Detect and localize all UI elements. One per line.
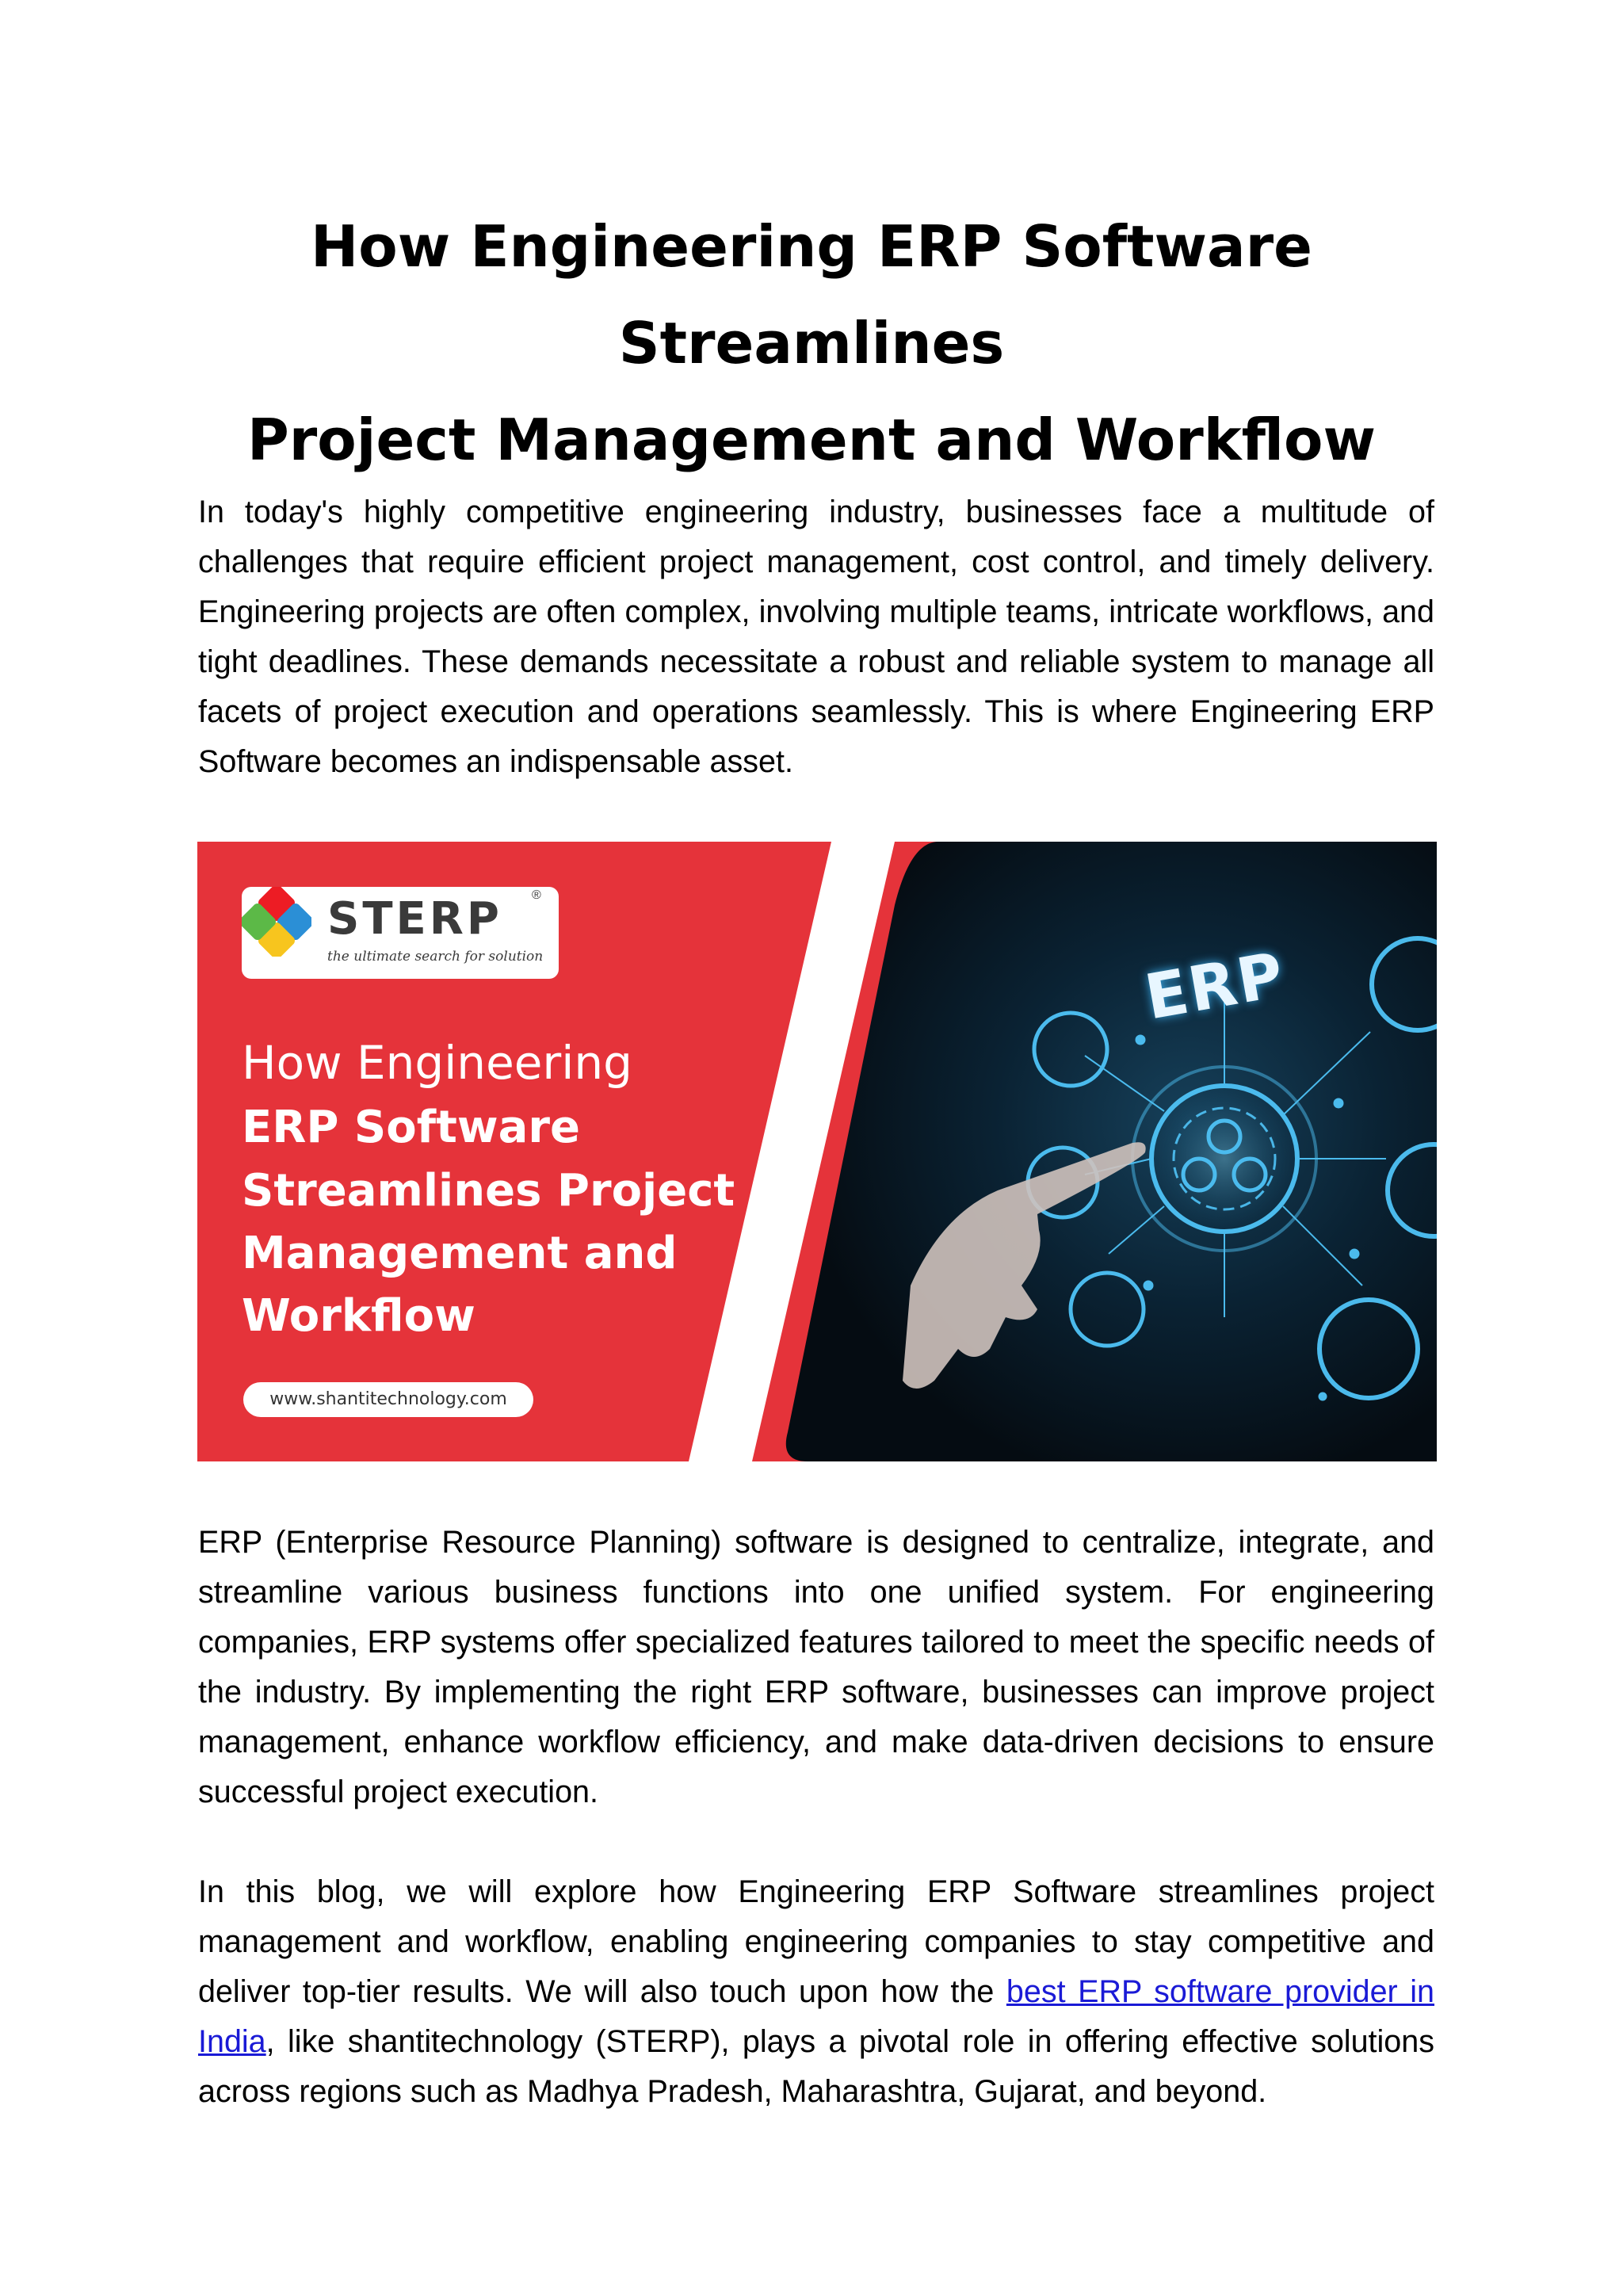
logo-tagline: the ultimate search for solution [327, 949, 544, 965]
blog-text-before-link: In this blog, we will explore how Engineering ERP Software streamlines project management and workflow, enabling engineering companies to stay competitive and deliver top-tier results. We will also touch upon how the [198, 1874, 1434, 2009]
sterp-logo [242, 887, 559, 979]
page-title [119, 198, 1504, 488]
logo-wordmark: STERP [327, 893, 502, 945]
intro-paragraph: In today's highly competitive engineering industry, businesses face a multitude of challenges that require efficient project management, cost control, and timely delivery. Engineering projects are often complex, involving multiple teams, intricate workflows, and tight deadlines. These demands necessitate a robust and reliable system to manage all facets of project execution and operations seamlessly. This is where Engineering ERP Software becomes an indispensable asset. [198, 495, 1434, 779]
sterp-logo-icon [242, 887, 311, 957]
best-erp-provider-link[interactable]: best ERP software provider in India [198, 1974, 1435, 2059]
blog-text-after-link: , like shantitechnology (STERP), plays a pivotal role in offering effective solutions across regions such as Madhya Pradesh, Maharashtra, Gujarat, and beyond. [198, 2024, 1434, 2109]
title-line-1: How Engineering ERP Software Streamlines [311, 213, 1312, 376]
blog-paragraph [198, 1867, 1434, 2117]
banner-heading-line-2: ERP Software [242, 1102, 580, 1153]
registered-mark: ® [532, 888, 541, 902]
hero-banner-image [197, 842, 1437, 1461]
banner-heading-line-5: Workflow [242, 1290, 475, 1342]
website-url-pill: www.shantitechnology.com [243, 1382, 533, 1417]
title-line-2: Project Management and Workflow [247, 407, 1376, 473]
hologram-erp-label: ERP [1140, 939, 1290, 1034]
banner-heading-line-4: Management and [242, 1228, 678, 1279]
banner-heading-line-3: Streamlines Project [242, 1165, 735, 1217]
erp-paragraph: ERP (Enterprise Resource Planning) software is designed to centralize, integrate, and streamline various business functions into one unified system. For engineering companies, ERP systems offer specialized features tailored to meet the specific needs of the industry. By implementing the right ERP software, businesses can improve project management, enhance workflow efficiency, and make data-driven decisions to ensure successful project execution. [198, 1525, 1434, 1809]
banner-heading-line-1: How Engineering [242, 1036, 632, 1090]
